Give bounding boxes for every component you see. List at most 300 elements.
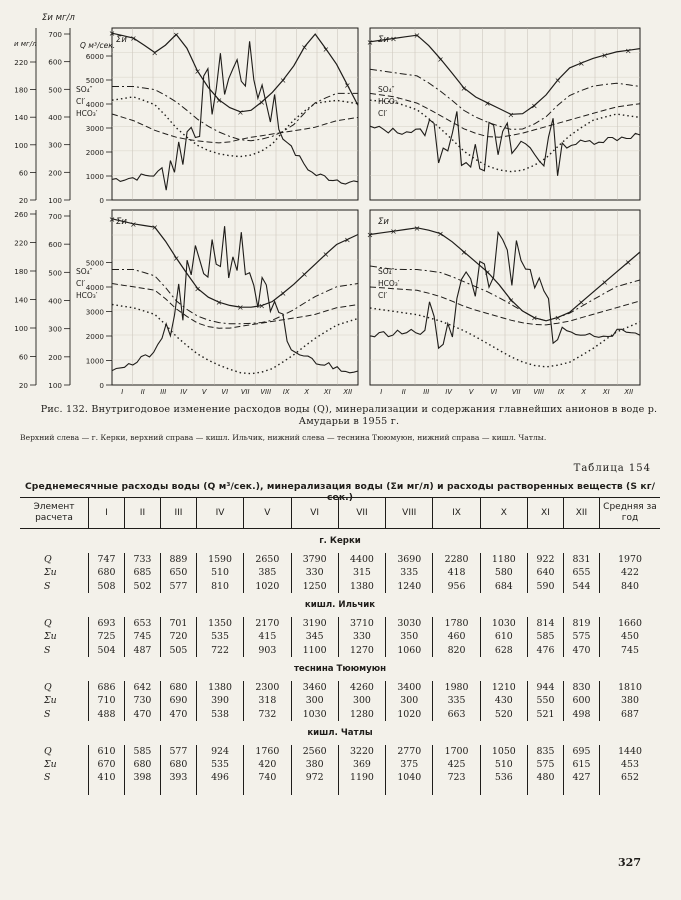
sum-marker: × <box>236 303 244 313</box>
table-cell: 335 <box>386 566 433 579</box>
sum-marker: × <box>530 313 538 323</box>
row-label: S <box>44 772 51 784</box>
tick-sum: 200 <box>48 168 62 178</box>
sum-marker: × <box>301 270 308 280</box>
tick-discharge: 0 <box>99 196 104 205</box>
table-cell: 615 <box>563 758 599 771</box>
table-cell: 460 <box>433 630 480 643</box>
label-so4: SO₄″ <box>76 267 93 276</box>
table-cell: 300 <box>338 694 385 707</box>
row-label: Q <box>44 681 52 693</box>
axis-title-sum: Σи мг/л <box>42 13 75 23</box>
table-cell: 820 <box>433 643 480 656</box>
table-cell: 390 <box>196 694 243 707</box>
sum-marker: × <box>258 98 266 108</box>
tick-discharge: 1000 <box>85 356 104 366</box>
station-row <box>20 721 660 745</box>
sum-marker: × <box>366 37 374 47</box>
table-cell: 427 <box>563 771 599 784</box>
tick-ions: 20 <box>18 381 28 390</box>
table-cell: 420 <box>244 758 291 771</box>
table-cell: 1380 <box>196 681 243 694</box>
figure-subcaption: Верхний слева — г. Керки, верхний справа — кишл. Ильчик, нижний слева — теснина Тююмуюн, нижний справа — кишл. Чатлы. <box>20 433 547 442</box>
sum-marker: × <box>130 34 137 44</box>
table-cell: 730 <box>124 694 160 707</box>
table-cell: 684 <box>480 580 527 593</box>
table-cell: 3710 <box>338 617 385 630</box>
table-cell: 422 <box>600 566 661 579</box>
sum-marker: × <box>215 298 223 308</box>
sum-marker: × <box>460 247 468 257</box>
sum-marker: × <box>108 214 116 224</box>
table-row <box>20 580 660 593</box>
sum-marker: × <box>507 295 515 305</box>
table-cell: 690 <box>160 694 196 707</box>
axis-title-ions: и мг/л <box>14 40 37 48</box>
header-month: II <box>124 498 160 529</box>
table-cell: 1810 <box>600 681 661 694</box>
tick-ions: 140 <box>14 113 28 123</box>
tick-sum: 100 <box>48 381 62 390</box>
table-cell: 1760 <box>244 745 291 758</box>
table-cell: 580 <box>480 566 527 579</box>
label-sum: Σи <box>378 217 389 227</box>
table-cell: 1210 <box>480 681 527 694</box>
table-cell: 701 <box>160 617 196 630</box>
tick-ions: 20 <box>18 196 28 205</box>
table-cell: 393 <box>160 771 196 784</box>
table-cell: 470 <box>124 707 160 720</box>
label-sum: Σи <box>116 35 127 45</box>
month-label: V <box>201 388 207 396</box>
sum-marker: × <box>507 110 515 120</box>
sum-marker: × <box>530 101 538 111</box>
table-cell: 972 <box>291 771 338 784</box>
station-name: теснина Тююмуюн <box>293 663 387 674</box>
sum-marker: × <box>413 223 421 233</box>
table-cell: 655 <box>563 566 599 579</box>
table-cell: 733 <box>124 553 160 566</box>
sum-marker: × <box>194 284 201 294</box>
sum-marker: × <box>366 230 374 240</box>
table-cell: 498 <box>563 707 599 720</box>
month-label: IV <box>445 388 453 396</box>
table-cell: 831 <box>563 553 599 566</box>
table-cell: 470 <box>160 707 196 720</box>
table-cell: 510 <box>196 566 243 579</box>
tick-discharge: 0 <box>99 381 104 390</box>
table-cell: 610 <box>480 630 527 643</box>
table-title: Среднемесячные расходы воды (Q м³/сек.), минерализация воды (Σи мг/л) и расходы растворенных веществ (S кг/сек.) <box>24 481 656 503</box>
table-cell: 610 <box>89 745 125 758</box>
table-cell: 2560 <box>291 745 338 758</box>
month-label: IX <box>282 388 290 396</box>
table-cell: 1440 <box>600 745 661 758</box>
month-label: V <box>468 388 474 396</box>
table-cell: 1970 <box>600 553 661 566</box>
table-cell: 380 <box>600 694 661 707</box>
table-row <box>20 758 660 771</box>
label-anion: Cl′ <box>76 97 86 106</box>
month-label: II <box>140 388 145 396</box>
station-name: кишл. Чатлы <box>307 727 373 738</box>
table-cell: 663 <box>433 707 480 720</box>
label-anion: HCO₃′ <box>378 97 400 106</box>
sum-marker: × <box>437 229 444 239</box>
sum-marker: × <box>172 253 180 263</box>
table-cell: 693 <box>89 617 125 630</box>
table-cell: 415 <box>244 630 291 643</box>
sum-marker: × <box>151 48 159 58</box>
table-cell: 814 <box>527 617 563 630</box>
table-cell: 745 <box>600 643 661 656</box>
table-cell: 740 <box>244 771 291 784</box>
table-cell: 903 <box>244 643 291 656</box>
table-cell: 670 <box>89 758 125 771</box>
table-cell: 680 <box>160 758 196 771</box>
tick-ions: 140 <box>14 295 28 305</box>
table-cell: 1590 <box>196 553 243 566</box>
sum-marker: × <box>108 29 116 39</box>
month-label: XII <box>343 388 353 396</box>
table-cell: 544 <box>563 580 599 593</box>
table-cell: 536 <box>480 771 527 784</box>
sum-marker: × <box>577 298 585 308</box>
table-cell: 1240 <box>386 580 433 593</box>
label-so4: SO₄″ <box>76 85 93 94</box>
table-cell: 680 <box>124 758 160 771</box>
tick-discharge: 4000 <box>85 100 104 109</box>
table-cell: 722 <box>196 643 243 656</box>
row-label: Σи <box>44 695 57 707</box>
table-cell: 1100 <box>291 643 338 656</box>
station-name: кишл. Ильчик <box>304 599 376 610</box>
table-cell: 470 <box>563 643 599 656</box>
table-cell: 590 <box>527 580 563 593</box>
table-cell: 640 <box>527 566 563 579</box>
table-cell: 745 <box>124 630 160 643</box>
table-cell: 535 <box>196 630 243 643</box>
table-cell: 430 <box>480 694 527 707</box>
label-so4: SO₄″ <box>378 85 395 94</box>
table-cell: 480 <box>527 771 563 784</box>
table-cell: 1060 <box>386 643 433 656</box>
sum-marker: × <box>236 107 244 117</box>
table-cell: 1280 <box>338 707 385 720</box>
table-cell: 3190 <box>291 617 338 630</box>
table-cell: 1040 <box>386 771 433 784</box>
sum-marker: × <box>343 80 351 90</box>
station-name: г. Керки <box>319 536 361 546</box>
label-anion: Cl′ <box>378 291 388 300</box>
tick-discharge: 1000 <box>85 172 104 181</box>
table-cell: 1350 <box>196 617 243 630</box>
row-label: Q <box>44 745 52 757</box>
table-cell: 476 <box>527 643 563 656</box>
table-cell: 520 <box>480 707 527 720</box>
table-cell: 840 <box>600 580 661 593</box>
row-label: Σи <box>44 567 57 579</box>
table-spacer <box>20 785 660 795</box>
table-cell: 687 <box>600 707 661 720</box>
month-label: X <box>304 388 310 396</box>
table-cell: 680 <box>160 681 196 694</box>
label-sum: Σи <box>116 217 127 227</box>
table-cell: 300 <box>291 694 338 707</box>
station-row <box>20 657 660 681</box>
sum-marker: × <box>554 76 562 86</box>
table-cell: 375 <box>386 758 433 771</box>
table-cell: 3220 <box>338 745 385 758</box>
sum-marker: × <box>390 227 397 237</box>
table-cell: 502 <box>124 580 160 593</box>
row-label: S <box>44 708 51 720</box>
sum-marker: × <box>577 58 585 68</box>
table-cell: 504 <box>89 643 125 656</box>
table-label: Таблица 154 <box>573 463 651 474</box>
sum-marker: × <box>460 83 468 93</box>
table-cell: 453 <box>600 758 661 771</box>
tick-sum: 700 <box>48 30 62 39</box>
tick-sum: 100 <box>48 196 62 205</box>
sum-marker: × <box>413 31 421 41</box>
table-cell: 1190 <box>338 771 385 784</box>
table-row <box>20 553 660 566</box>
table-cell: 4260 <box>338 681 385 694</box>
label-sum: Σи <box>378 35 389 45</box>
tick-sum: 600 <box>48 57 62 67</box>
table-cell: 510 <box>480 758 527 771</box>
tick-discharge: 3000 <box>85 124 104 133</box>
table-cell: 3030 <box>386 617 433 630</box>
table-cell: 575 <box>527 758 563 771</box>
month-label: VIII <box>260 388 272 396</box>
table-cell: 318 <box>244 694 291 707</box>
tick-ions: 220 <box>14 58 28 67</box>
header-month: III <box>160 498 196 529</box>
table-row <box>20 745 660 758</box>
table-cell: 710 <box>89 694 125 707</box>
table-cell: 508 <box>89 580 125 593</box>
table-cell: 577 <box>160 580 196 593</box>
tick-ions: 100 <box>14 324 28 333</box>
tick-discharge: 6000 <box>85 52 104 61</box>
table-cell: 496 <box>196 771 243 784</box>
table-cell: 1250 <box>291 580 338 593</box>
table-cell: 550 <box>527 694 563 707</box>
table-cell: 732 <box>244 707 291 720</box>
table-cell: 488 <box>89 707 125 720</box>
table-cell: 3790 <box>291 553 338 566</box>
table-cell: 628 <box>480 643 527 656</box>
table-cell: 2770 <box>386 745 433 758</box>
sum-marker: × <box>215 95 223 105</box>
table-cell: 810 <box>196 580 243 593</box>
table-row <box>20 707 660 720</box>
table-cell: 335 <box>433 694 480 707</box>
table-cell: 535 <box>196 758 243 771</box>
table-cell: 350 <box>386 630 433 643</box>
table-cell: 538 <box>196 707 243 720</box>
table-cell: 1980 <box>433 681 480 694</box>
sum-marker: × <box>258 301 266 311</box>
month-label: VII <box>240 388 250 396</box>
sum-marker: × <box>322 44 330 54</box>
table-cell: 1180 <box>480 553 527 566</box>
table-cell: 369 <box>338 758 385 771</box>
header-annual: Средняя за год <box>600 498 661 529</box>
tick-sum: 600 <box>48 240 62 250</box>
table-cell: 1020 <box>244 580 291 593</box>
row-label: Σи <box>44 631 57 643</box>
month-label: III <box>160 388 167 396</box>
table-cell: 3460 <box>291 681 338 694</box>
table-cell: 924 <box>196 745 243 758</box>
table-cell: 487 <box>124 643 160 656</box>
table-cell: 1270 <box>338 643 385 656</box>
month-label: VI <box>221 388 229 396</box>
table-cell: 956 <box>433 580 480 593</box>
tick-sum: 400 <box>48 296 62 306</box>
tick-ions: 260 <box>14 210 28 219</box>
month-label: I <box>121 388 124 396</box>
table-row <box>20 643 660 656</box>
sum-marker: × <box>301 42 308 52</box>
sum-marker: × <box>601 278 609 288</box>
tick-discharge: 4000 <box>85 283 104 292</box>
table-cell: 725 <box>89 630 125 643</box>
table-cell: 652 <box>600 771 661 784</box>
table-cell: 315 <box>338 566 385 579</box>
table-cell: 585 <box>124 745 160 758</box>
table-cell: 330 <box>338 630 385 643</box>
sum-marker: × <box>437 54 444 64</box>
table-cell: 650 <box>160 566 196 579</box>
tick-ions: 220 <box>14 238 28 248</box>
table-cell: 575 <box>563 630 599 643</box>
tick-ions: 60 <box>18 352 28 362</box>
table-cell: 1700 <box>433 745 480 758</box>
label-anion: HCO₃′ <box>76 109 98 118</box>
table-cell: 385 <box>244 566 291 579</box>
sum-marker: × <box>484 98 491 108</box>
table-cell: 835 <box>527 745 563 758</box>
month-label: II <box>401 388 406 396</box>
table-cell: 747 <box>89 553 125 566</box>
table-cell: 1030 <box>480 617 527 630</box>
table-row <box>20 617 660 630</box>
table-cell: 345 <box>291 630 338 643</box>
table-row <box>20 681 660 694</box>
header-month: X <box>480 498 527 529</box>
tick-discharge: 5000 <box>85 258 104 268</box>
table-cell: 695 <box>563 745 599 758</box>
station-row <box>20 529 660 554</box>
table-cell: 653 <box>124 617 160 630</box>
table-cell: 2280 <box>433 553 480 566</box>
tick-ions: 180 <box>14 267 28 276</box>
table-cell: 686 <box>89 681 125 694</box>
month-label: XI <box>602 388 610 396</box>
sum-marker: × <box>279 75 287 85</box>
table-cell: 425 <box>433 758 480 771</box>
table-cell: 418 <box>433 566 480 579</box>
page-number: 327 <box>618 856 641 869</box>
tick-sum: 700 <box>48 212 62 221</box>
header-month: VII <box>338 498 385 529</box>
table-cell: 410 <box>89 771 125 784</box>
table-cell: 505 <box>160 643 196 656</box>
table-cell: 685 <box>124 566 160 579</box>
table-cell: 1780 <box>433 617 480 630</box>
table-cell: 300 <box>386 694 433 707</box>
table-cell: 330 <box>291 566 338 579</box>
table-cell: 889 <box>160 553 196 566</box>
table-cell: 1380 <box>338 580 385 593</box>
table-cell: 720 <box>160 630 196 643</box>
tick-discharge: 3000 <box>85 307 104 317</box>
table-row <box>20 566 660 579</box>
table-cell: 1660 <box>600 617 661 630</box>
table-cell: 521 <box>527 707 563 720</box>
month-label: VI <box>490 388 498 396</box>
sum-marker: × <box>624 258 632 268</box>
table-cell: 2170 <box>244 617 291 630</box>
table-cell: 1030 <box>291 707 338 720</box>
sum-marker: × <box>390 34 397 44</box>
header-month: XI <box>527 498 563 529</box>
table-cell: 1050 <box>480 745 527 758</box>
table-cell: 3690 <box>386 553 433 566</box>
label-anion: HCO₃′ <box>76 291 98 300</box>
label-anion: Cl′ <box>378 109 388 118</box>
table-cell: 723 <box>433 771 480 784</box>
table-cell: 600 <box>563 694 599 707</box>
table-cell: 922 <box>527 553 563 566</box>
label-anion: Cl′ <box>76 279 86 288</box>
table-cell: 450 <box>600 630 661 643</box>
sum-marker: × <box>194 67 201 77</box>
table-cell: 819 <box>563 617 599 630</box>
table-cell: 944 <box>527 681 563 694</box>
sum-marker: × <box>343 235 351 245</box>
row-label: S <box>44 644 51 656</box>
month-label: IX <box>557 388 565 396</box>
label-so4: SO₄″ <box>378 267 395 276</box>
table-cell: 830 <box>563 681 599 694</box>
table-row <box>20 771 660 784</box>
tick-sum: 300 <box>48 140 62 150</box>
table-cell: 577 <box>160 745 196 758</box>
tick-discharge: 2000 <box>85 148 104 157</box>
header-month: IV <box>196 498 243 529</box>
table-cell: 585 <box>527 630 563 643</box>
tick-discharge: 2000 <box>85 332 104 341</box>
sum-marker: × <box>322 250 330 260</box>
table-cell: 2300 <box>244 681 291 694</box>
table-cell: 3400 <box>386 681 433 694</box>
figure-caption: Рис. 132. Внутригодовое изменение расходов воды (Q), минерализации и содержания главнейших анионов в воде р. Амударьи в 1955 г. <box>40 404 658 427</box>
axis-title-discharge: Q м³/сек. <box>80 41 116 50</box>
tick-sum: 300 <box>48 324 62 334</box>
sum-marker: × <box>601 51 609 61</box>
station-row <box>20 593 660 617</box>
month-label: IV <box>180 388 188 396</box>
month-label: III <box>423 388 430 396</box>
table-cell: 398 <box>124 771 160 784</box>
sum-marker: × <box>624 46 632 56</box>
sum-marker: × <box>151 223 159 233</box>
